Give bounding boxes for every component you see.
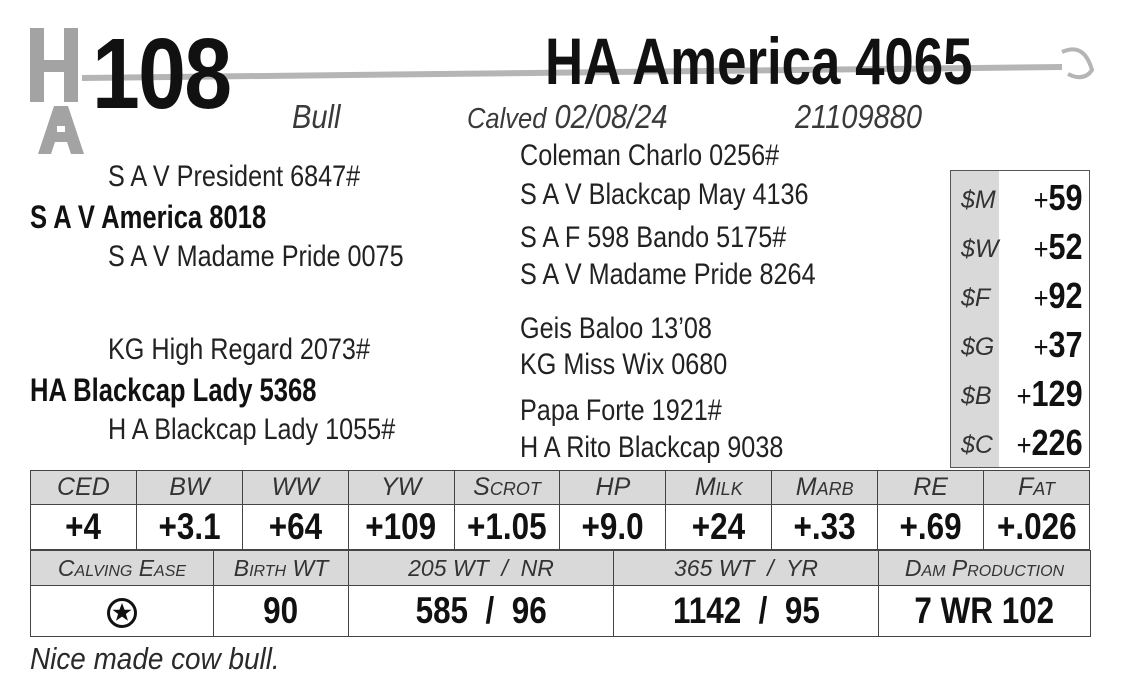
index-value: +59: [1034, 177, 1083, 218]
performance-value-row: [31, 586, 1091, 637]
sire-dam-dam: S A V Madame Pride 8264: [520, 258, 816, 291]
dam-sire-dam: KG Miss Wix 0680: [520, 348, 728, 381]
dam: HA Blackcap Lady 5368: [30, 372, 317, 408]
index-value: +129: [1017, 373, 1083, 414]
dam-sire: KG High Regard 2073#: [108, 333, 370, 366]
index-box: [950, 170, 1090, 468]
calving-ease-header: Calving Ease: [31, 551, 214, 586]
wt365-header: 365 WT / YR: [614, 551, 879, 586]
sex-label: Bull: [292, 98, 341, 135]
epd-header-scrot: Scrot: [454, 471, 560, 505]
index-label: $G: [961, 333, 995, 361]
epd-value-hp: +9.0: [560, 505, 666, 550]
index-label: $F: [961, 284, 991, 312]
calved-label: [467, 100, 668, 134]
index-row-f: [951, 271, 1091, 321]
epd-table: [30, 470, 1090, 550]
star-in-circle-icon: [106, 597, 138, 629]
performance-header-row: [31, 551, 1091, 586]
lot-number: 108: [92, 18, 231, 130]
dam-production-value: 7 WR 102: [879, 586, 1091, 637]
dam-production-header: Dam Production: [879, 551, 1091, 586]
dam-dam-dam: H A Rito Blackcap 9038: [520, 431, 784, 464]
epd-header-marb: Marb: [772, 471, 878, 505]
epd-header-ced: CED: [31, 471, 137, 505]
birth-wt-value: 90: [214, 586, 349, 637]
index-row-g: [951, 320, 1091, 370]
performance-table: [30, 550, 1091, 637]
sire-sire: S A V President 6847#: [108, 160, 361, 193]
index-row-c: [951, 418, 1091, 468]
sire-dam: S A V Madame Pride 0075: [108, 240, 404, 273]
sire: S A V America 8018: [30, 199, 267, 235]
epd-header-bw: BW: [136, 471, 242, 505]
epd-value-yw: +109: [348, 505, 454, 550]
epd-header-ww: WW: [242, 471, 348, 505]
epd-value-marb: +.33: [772, 505, 878, 550]
index-value: +52: [1034, 226, 1083, 267]
sire-sire-sire: Coleman Charlo 0256#: [520, 139, 780, 172]
index-label: $W: [961, 235, 999, 263]
dam-dam: H A Blackcap Lady 1055#: [108, 413, 396, 446]
epd-value-row: [31, 505, 1090, 550]
epd-value-milk: +24: [666, 505, 772, 550]
index-value: +226: [1017, 422, 1083, 463]
epd-value-scrot: +1.05: [454, 505, 560, 550]
index-label: $M: [961, 186, 996, 214]
epd-value-ced: +4: [31, 505, 137, 550]
sire-dam-sire: S A F 598 Bando 5175#: [520, 221, 787, 254]
epd-value-re: +.69: [878, 505, 984, 550]
dam-dam-sire: Papa Forte 1921#: [520, 394, 722, 427]
index-value: +92: [1034, 275, 1083, 316]
index-value: +37: [1034, 324, 1083, 365]
epd-header-row: [31, 471, 1090, 505]
calved-date: 02/08/24: [554, 98, 668, 135]
index-row-b: [951, 369, 1091, 419]
epd-header-re: RE: [878, 471, 984, 505]
wt205-value: 585 / 96: [349, 586, 614, 637]
comment-text: Nice made cow bull.: [30, 641, 280, 676]
birth-wt-header: Birth WT: [214, 551, 349, 586]
epd-value-fat: +.026: [984, 505, 1090, 550]
wt205-header: 205 WT / NR: [349, 551, 614, 586]
epd-value-ww: +64: [242, 505, 348, 550]
epd-header-hp: HP: [560, 471, 666, 505]
wt365-value: 1142 / 95: [614, 586, 879, 637]
sire-sire-dam: S A V Blackcap May 4136: [520, 178, 809, 211]
epd-value-bw: +3.1: [136, 505, 242, 550]
animal-name: HA America 4065: [545, 24, 973, 98]
registration-number: 21109880: [795, 98, 923, 135]
index-label: $B: [961, 382, 992, 410]
index-label: $C: [961, 431, 993, 459]
index-row-w: [951, 222, 1091, 272]
epd-header-fat: Fat: [984, 471, 1090, 505]
calved-text: Calved: [467, 103, 547, 135]
epd-header-milk: Milk: [666, 471, 772, 505]
dam-sire-sire: Geis Baloo 13’08: [520, 312, 712, 345]
index-row-m: [951, 173, 1091, 223]
epd-header-yw: YW: [348, 471, 454, 505]
calving-ease-value: [31, 586, 214, 637]
